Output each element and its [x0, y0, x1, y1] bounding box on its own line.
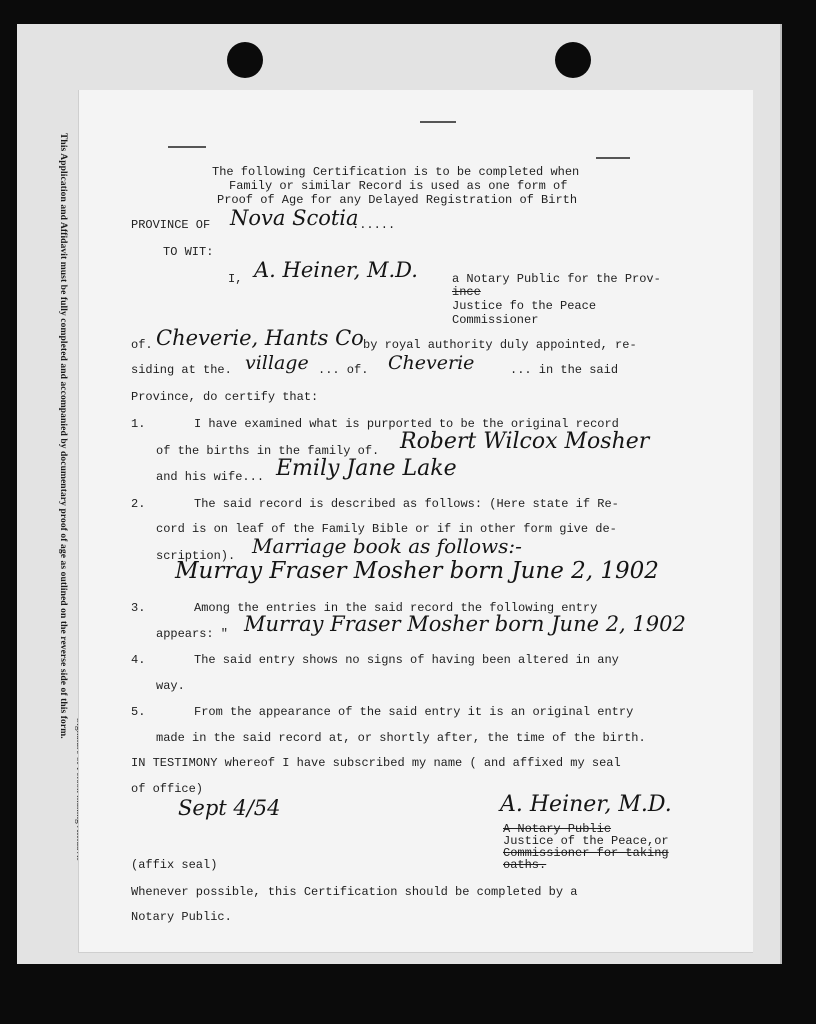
entry-text: Murray Fraser Mosher born June 2, 1902 — [244, 612, 686, 636]
item1-line: I have examined what is purported to be the original record — [194, 417, 619, 431]
testimony-line: of office) — [131, 782, 204, 796]
officer-title: ince — [452, 285, 481, 299]
officer-title: a Notary Public for the Prov- — [452, 272, 661, 286]
heading-line: The following Certification is to be completed when — [212, 165, 580, 179]
item1-line: of the births in the family of. — [156, 444, 380, 458]
record-entry: Murray Fraser Mosher born June 2, 1902 — [175, 558, 659, 584]
residing-prefix: siding at the. — [131, 363, 232, 377]
item-number: 2. — [131, 497, 146, 511]
footer-line: Notary Public. — [131, 910, 232, 924]
punch-hole — [227, 42, 263, 78]
item-number: 3. — [131, 601, 146, 615]
location-suffix: by royal authority duly appointed, re- — [363, 338, 637, 352]
location-prefix: of. — [131, 338, 153, 352]
item5-line: From the appearance of the said entry it is an original entry — [194, 705, 634, 719]
item2-line: scription). — [156, 549, 236, 563]
residing-middle: ... of. — [318, 363, 369, 377]
province-dots: ...... — [352, 218, 396, 232]
to-wit: TO WIT: — [163, 245, 214, 259]
item3-line: appears: " — [156, 627, 229, 641]
father-name: Robert Wilcox Mosher — [400, 429, 650, 454]
province-label: PROVINCE OF — [131, 218, 211, 232]
clip-mark — [420, 121, 456, 123]
heading-line: Family or similar Record is used as one form of — [229, 179, 568, 193]
item3-line: Among the entries in the said record the following entry — [194, 601, 598, 615]
footer-line: Whenever possible, this Certification should be completed by a — [131, 885, 578, 899]
officer-prefix: I, — [228, 272, 243, 286]
testimony-line: IN TESTIMONY whereof I have subscribed my name ( and affixed my seal — [131, 756, 621, 770]
location-place: Cheverie, Hants Co — [156, 326, 364, 350]
signer-title: oaths. — [503, 858, 547, 872]
item2-line: cord is on leaf of the Family Bible or if in other form give de- — [156, 522, 617, 536]
date-handwritten: Sept 4/54 — [178, 796, 281, 820]
province-certify: Province, do certify that: — [131, 390, 319, 404]
clip-mark — [168, 146, 206, 148]
item2-line: The said record is described as follows: (Here state if Re- — [194, 497, 619, 511]
signer-title: Justice of the Peace,or — [503, 834, 669, 848]
residing-place: Cheverie — [388, 352, 475, 374]
signature: A. Heiner, M.D. — [500, 792, 672, 817]
province-value: Nova Scotia — [230, 206, 359, 230]
item5-line: made in the said record at, or shortly after, the time of the birth. — [156, 731, 646, 745]
officer-title: Commissioner — [452, 313, 539, 327]
item4-line: The said entry shows no signs of having been altered in any — [194, 653, 619, 667]
item-number: 1. — [131, 417, 146, 431]
heading-line: Proof of Age for any Delayed Registration of Birth — [217, 193, 578, 207]
item4-line: way. — [156, 679, 185, 693]
residing-suffix: ... in the said — [510, 363, 619, 377]
mother-name: Emily Jane Lake — [276, 456, 457, 481]
item1-line: and his wife... — [156, 470, 265, 484]
residing-type: village — [245, 352, 309, 374]
item-number: 4. — [131, 653, 146, 667]
affix-seal: (affix seal) — [131, 858, 218, 872]
officer-name: A. Heiner, M.D. — [254, 258, 418, 282]
signer-title: A Notary Public — [503, 822, 612, 836]
signer-title: Commissioner for taking — [503, 846, 669, 860]
clip-mark — [596, 157, 630, 159]
item-number: 5. — [131, 705, 146, 719]
punch-hole — [555, 42, 591, 78]
record-description: Marriage book as follows:- — [252, 534, 522, 558]
side-instruction: This Application and Affidavit must be fully completed and accompanied by documentary proof of age as outlined on the reverse side of this form. — [58, 133, 68, 739]
officer-title: Justice fo the Peace — [452, 299, 597, 313]
